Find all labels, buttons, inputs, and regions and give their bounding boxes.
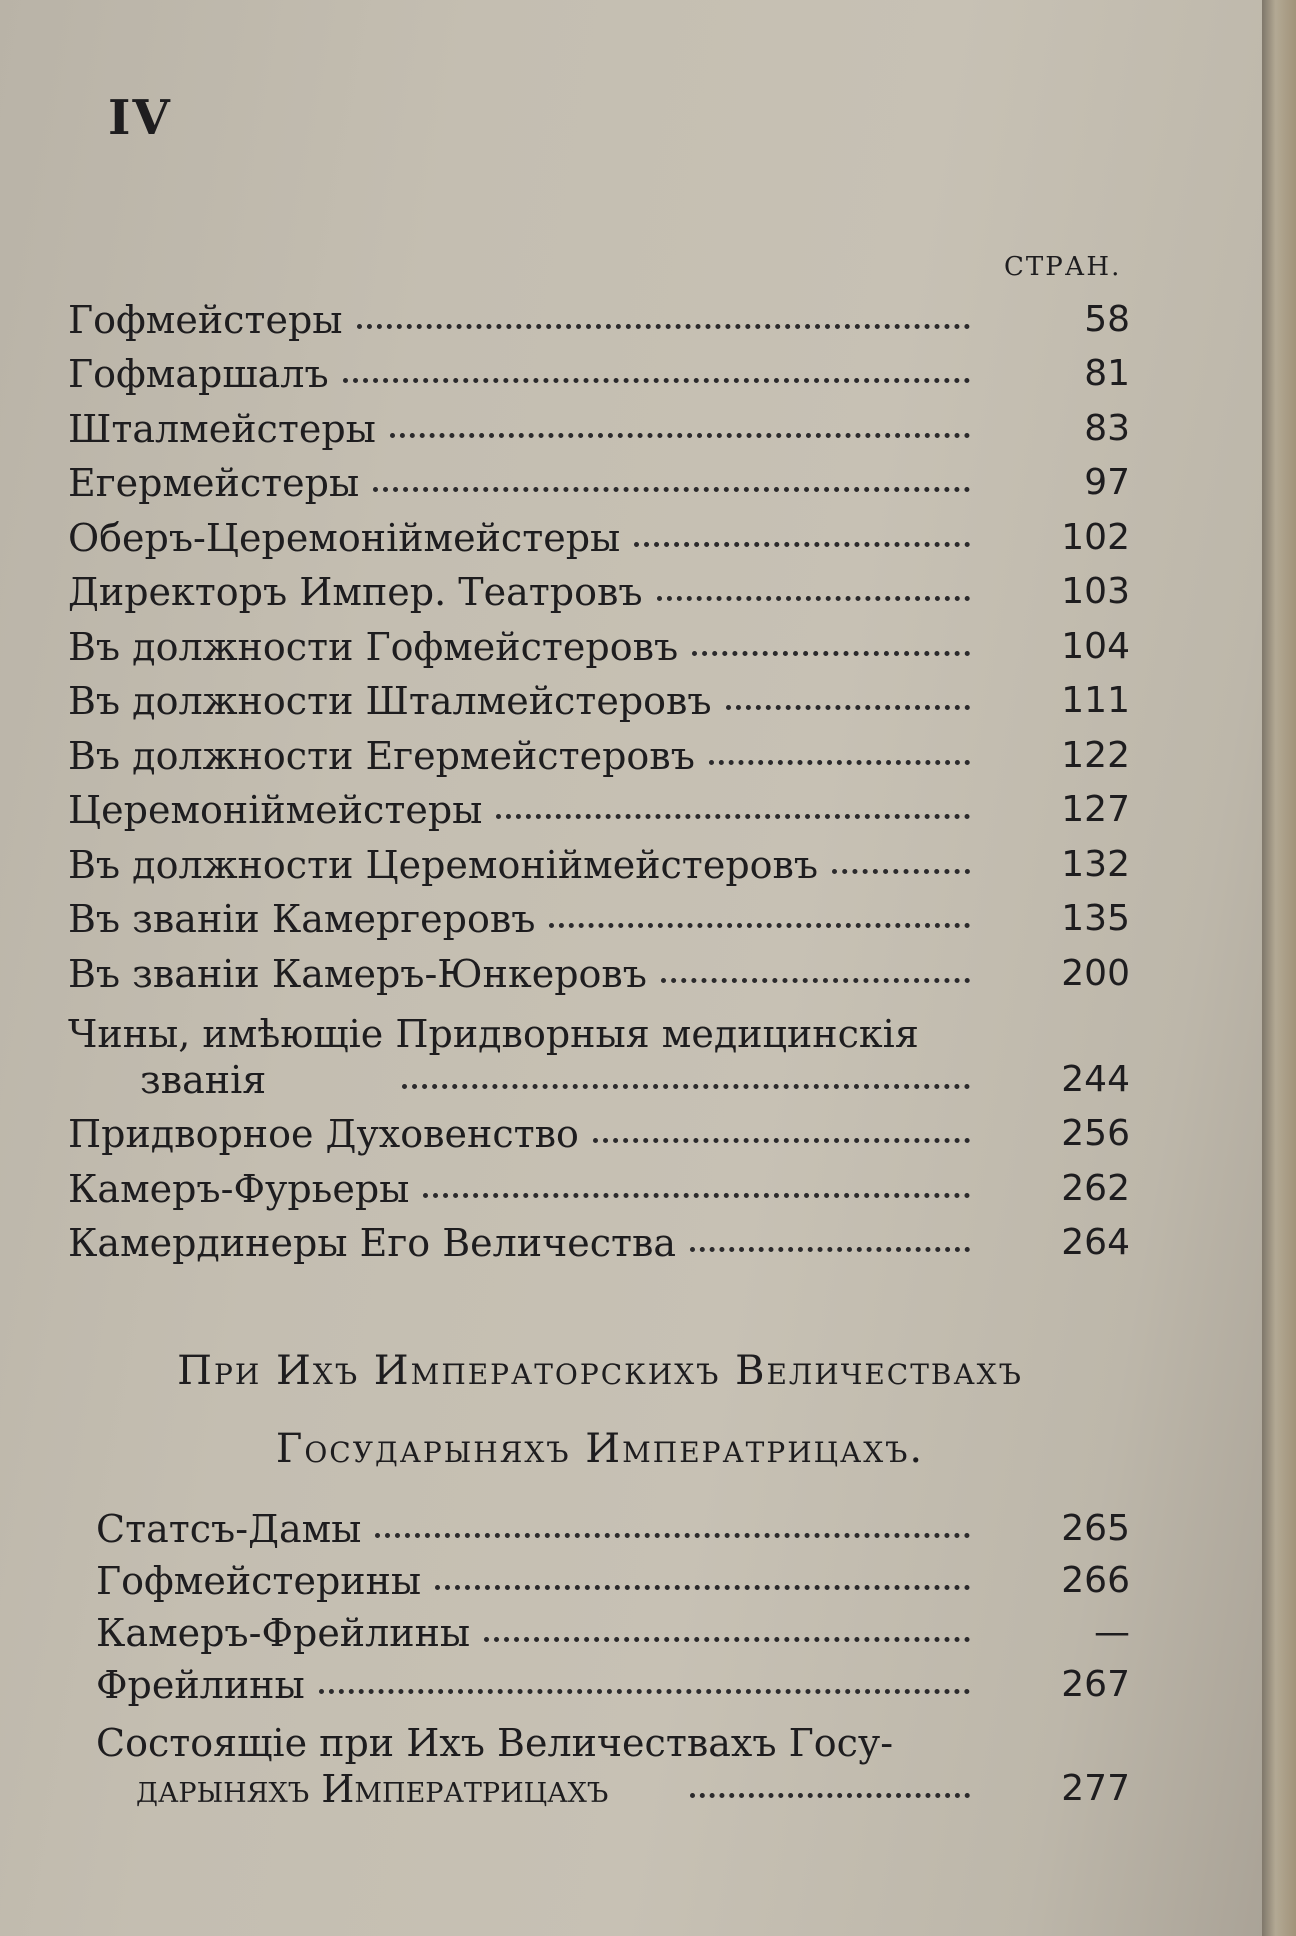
toc-entry-page: 200 [1061,952,1130,994]
toc-entry-title: Въ должности Гофмейстеровъ [68,624,679,669]
toc-entry-page: 256 [1061,1113,1130,1154]
toc-entry-page: 135 [1061,898,1130,939]
leader-dots [657,596,970,601]
leader-dots [343,378,970,383]
toc-entry [96,1552,1130,1604]
toc-entry [68,833,1130,888]
table-of-contents [68,288,1130,1266]
toc-entry [68,506,1130,561]
leader-dots [319,1689,970,1694]
toc-entry [68,452,1130,507]
toc-entry [68,724,1130,779]
toc-entry-title: Гофмейстерины [96,1559,422,1603]
toc-entry-page: 104 [1061,625,1130,667]
toc-entry [68,343,1130,398]
toc-entry [96,1708,1130,1812]
toc-entry-title: Статсъ-Дамы [96,1507,362,1551]
leader-dots [484,1637,970,1642]
section-table-of-contents [96,1500,1130,1812]
toc-entry-title: Церемонiймейстеры [68,788,483,832]
toc-entry-title: Гофмаршалъ [68,352,329,396]
toc-entry-page: 277 [1061,1768,1130,1809]
toc-entry-title: Фрейлины [96,1663,305,1707]
leader-dots [549,923,970,928]
toc-entry-page: 122 [1061,734,1130,776]
toc-entry-title: Камеръ-Фрейлины [96,1611,471,1655]
section-heading-line1: При Ихъ Императорскихъ Величествахъ [177,1348,1023,1394]
leader-dots [375,1533,970,1538]
leader-dots [496,814,970,819]
toc-entry-page: 103 [1061,571,1130,612]
toc-entry-title: Въ званiи Камергеровъ [68,897,536,941]
toc-entry [96,1500,1130,1552]
toc-entry-title: Въ должности Егермейстеровъ [68,733,695,778]
leader-dots [690,1247,970,1252]
toc-entry-title: Директоръ Импер. Театровъ [68,570,643,614]
toc-entry-title: Въ званiи Камеръ-Юнкеровъ [68,951,647,996]
toc-entry-title: Шталмейстеры [68,406,376,451]
toc-entry-title [96,1720,990,1812]
toc-entry-title: Камердинеры Его Величества [68,1221,677,1265]
toc-entry-page: 127 [1061,789,1130,830]
toc-entry [68,1103,1130,1158]
toc-entry-title: Въ должности Церемонiймейстеровъ [68,842,819,887]
page-column-header: СТРАН. [1004,252,1122,282]
leader-dots [423,1193,970,1198]
toc-entry [68,397,1130,452]
toc-entry-page: 265 [1061,1508,1130,1549]
toc-entry-page: 83 [1084,407,1130,449]
section-heading-line2: Государыняхъ Императрицахъ. [275,1426,925,1472]
leader-dots [692,651,970,656]
leader-dots [357,324,970,329]
toc-entry-title: Оберъ-Церемонiймейстеры [68,515,621,560]
toc-entry-title: Гофмейстеры [68,297,343,342]
toc-entry [68,1212,1130,1267]
toc-entry-page: 111 [1061,680,1130,721]
toc-entry-title-line2: званiя [140,1057,267,1102]
leader-dots [709,760,970,765]
toc-entry [68,288,1130,343]
toc-entry [68,561,1130,616]
toc-entry-title-line2: дарыняхъ Императрицахъ [136,1767,609,1811]
toc-entry-title: Придворное Духовенство [68,1112,579,1156]
toc-entry-page: 58 [1084,298,1130,340]
toc-entry [68,942,1130,997]
leader-dots [593,1138,970,1143]
toc-entry-page: 132 [1061,843,1130,885]
toc-entry [68,888,1130,943]
toc-entry-page: 97 [1084,462,1130,503]
leader-dots [690,1793,970,1798]
toc-entry-title-line1: Состоящiе при Ихъ Величествахъ Госу- [96,1721,894,1765]
toc-entry-title [68,1011,982,1103]
toc-entry-page: 102 [1061,516,1130,558]
toc-entry-page: 264 [1061,1222,1130,1263]
leader-dots [832,869,970,874]
page-number: IV [108,90,172,146]
toc-entry-page: — [1094,1612,1130,1653]
toc-entry [68,615,1130,670]
toc-entry-title: Егермейстеры [68,461,360,505]
toc-entry [68,779,1130,834]
leader-dots [373,487,970,492]
toc-entry-page: 244 [1061,1058,1130,1100]
toc-entry [68,997,1130,1103]
toc-entry-page: 81 [1084,353,1130,394]
leader-dots [661,978,970,983]
leader-dots [390,433,970,438]
toc-entry-title: Въ должности Шталмейстеровъ [68,679,712,723]
toc-entry-page: 266 [1061,1560,1130,1601]
leader-dots [435,1585,970,1590]
toc-entry-page: 267 [1061,1664,1130,1705]
leader-dots [634,542,970,547]
toc-entry [96,1604,1130,1656]
toc-entry [68,670,1130,725]
book-page-edge [1262,0,1296,1936]
toc-entry-page: 262 [1061,1167,1130,1209]
leader-dots [726,705,970,710]
toc-entry-title: Камеръ-Фурьеры [68,1166,410,1211]
toc-entry [96,1656,1130,1708]
toc-entry [68,1157,1130,1212]
toc-entry-title-line1: Чины, имѣющiе Придворныя медицинскiя [68,1011,919,1056]
leader-dots [402,1084,970,1089]
